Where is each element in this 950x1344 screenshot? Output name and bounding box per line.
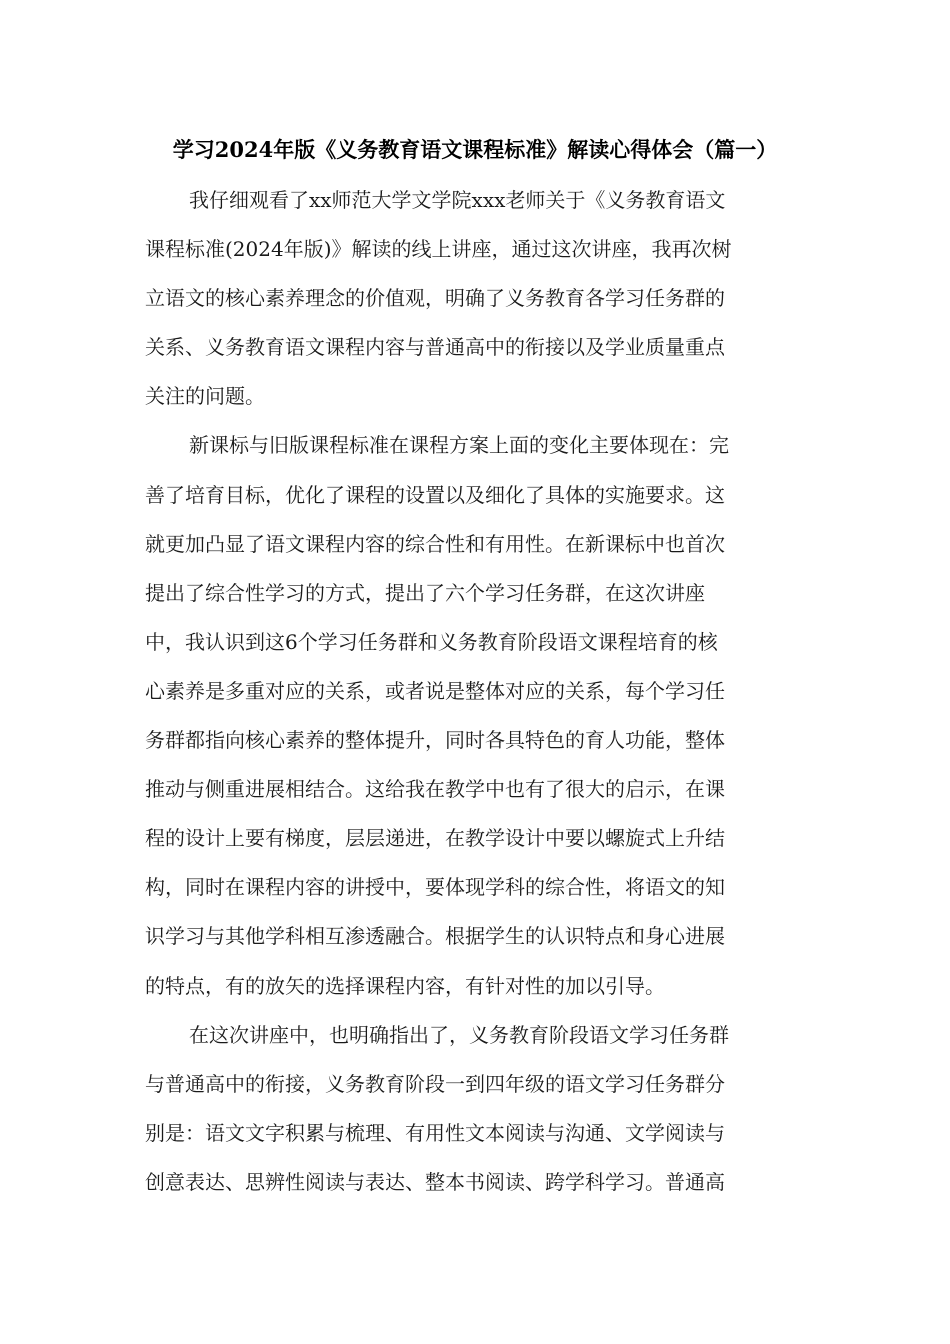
- document-body: [145, 176, 805, 1207]
- text-line: 与普通高中的衔接，义务教育阶段一到四年级的语文学习任务群分: [145, 1071, 725, 1096]
- text-line: 别是：语文文字积累与梳理、有用性文本阅读与沟通、文学阅读与: [145, 1120, 725, 1145]
- text-line: 创意表达、思辨性阅读与表达、整本书阅读、跨学科学习。普通高: [145, 1169, 725, 1194]
- text-line: 识学习与其他学科相互渗透融合。根据学生的认识特点和身心进展: [145, 924, 725, 949]
- text-line: 心素养是多重对应的关系，或者说是整体对应的关系，每个学习任: [145, 678, 725, 703]
- text-line: 提出了综合性学习的方式，提出了六个学习任务群，在这次讲座: [145, 580, 705, 605]
- text-line: 新课标与旧版课程标准在课程方案上面的变化主要体现在：完: [189, 433, 729, 458]
- text-line: 务群都指向核心素养的整体提升，同时各具特色的育人功能，整体: [145, 728, 725, 753]
- paragraph-1: [145, 176, 805, 421]
- text-line: 关注的问题。: [145, 384, 265, 409]
- document-title: 学习2024年版《义务教育语文课程标准》解读心得体会（篇一）: [172, 137, 778, 162]
- paragraph-2: [145, 421, 805, 1010]
- text-line: 立语文的核心素养理念的价值观，明确了义务教育各学习任务群的: [145, 286, 725, 311]
- text-line: 课程标准(2024年版)》解读的线上讲座，通过这次讲座，我再次树: [145, 237, 732, 262]
- text-line: 构，同时在课程内容的讲授中，要体现学科的综合性，将语文的知: [145, 875, 725, 900]
- text-line: 我仔细观看了xx师范大学文学院xxx老师关于《义务教育语文: [189, 188, 726, 212]
- text-line: 的特点，有的放矢的选择课程内容，有针对性的加以引导。: [145, 973, 665, 998]
- text-line: 中，我认识到这6个学习任务群和义务教育阶段语文课程培育的核: [145, 629, 718, 654]
- text-line: 善了培育目标，优化了课程的设置以及细化了具体的实施要求。这: [145, 482, 725, 507]
- paragraph-3: [145, 1011, 805, 1207]
- text-line: 就更加凸显了语文课程内容的综合性和有用性。在新课标中也首次: [145, 531, 725, 556]
- text-line: 关系、义务教育语文课程内容与普通高中的衔接以及学业质量重点: [145, 335, 725, 360]
- text-line: 在这次讲座中，也明确指出了，义务教育阶段语文学习任务群: [189, 1022, 729, 1047]
- text-line: 推动与侧重进展相结合。这给我在教学中也有了很大的启示，在课: [145, 777, 725, 802]
- text-line: 程的设计上要有梯度，层层递进，在教学设计中要以螺旋式上升结: [145, 826, 725, 851]
